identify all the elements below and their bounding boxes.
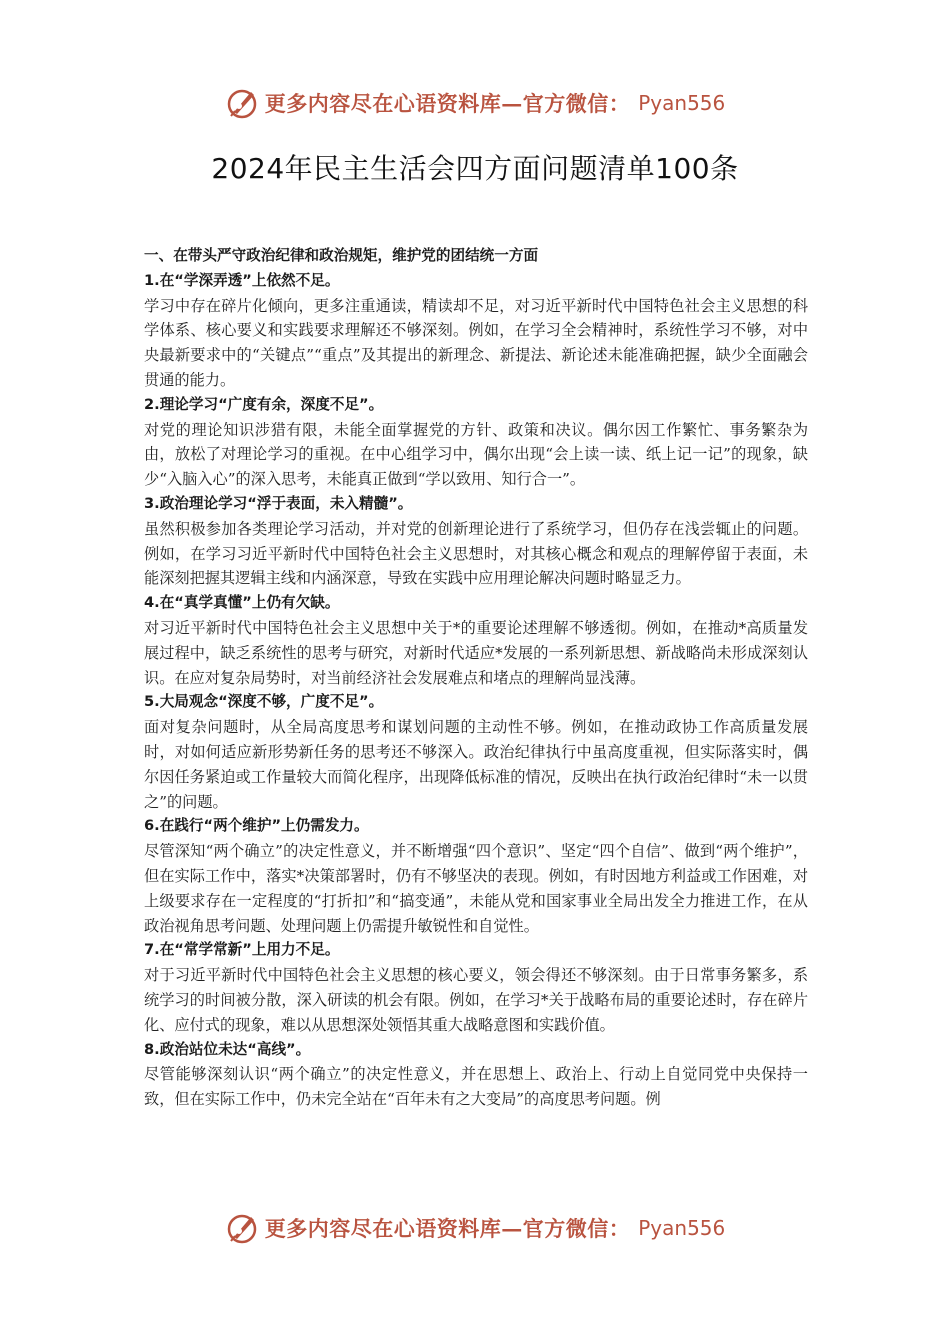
watermark-header (0, 83, 950, 123)
item-heading-8: 8.政治站位未达“高线”。 (144, 1040, 311, 1058)
quill-pen-logo-icon (225, 86, 259, 120)
watermark-wechat-id: Pyan556 (638, 1216, 726, 1240)
item-body-2: 对党的理论知识涉猎有限，未能全面掌握党的方针、政策和决议。偶尔因工作繁忙、事务繁杂为由，放松了对理论学习的重视。在中心组学习中，偶尔出现“会上读一读、纸上记一记”的现象，缺少“入脑入心”的深入思考，未能真正做到“学以致用、知行合一”。 (144, 420, 808, 489)
item-body-6: 尽管深知“两个确立”的决定性意义，并不断增强“四个意识”、坚定“四个自信”、做到“两个维护”，但在实际工作中，落实*决策部署时，仍有不够坚决的表现。例如，有时因地方利益或工作困难，对上级要求存在一定程度的“打折扣”和“搞变通”，未能从党和国家事业全局出发全力推进工作，在从政治视角思考问题、处理问题上仍需提升敏锐性和自觉性。 (144, 842, 808, 935)
item-heading-4: 4.在“真学真懂”上仍有欠缺。 (144, 594, 340, 612)
item-body-4: 对习近平新时代中国特色社会主义思想中关于*的重要论述理解不够透彻。例如，在推动*高质量发展过程中，缺乏系统性的思考与研究，对新时代适应*发展的一系列新思想、新战略尚未形成深刻认识。在应对复杂局势时，对当前经济社会发展难点和堵点的理解尚显浅薄。 (144, 618, 808, 687)
item-heading-1: 1.在“学深弄透”上依然不足。 (144, 271, 340, 289)
section-heading: 一、在带头严守政治纪律和政治规矩，维护党的团结统一方面 (144, 247, 539, 264)
watermark-wechat-id: Pyan556 (638, 91, 726, 115)
watermark-footer (0, 1208, 950, 1248)
item-heading-5: 5.大局观念“深度不够，广度不足”。 (144, 693, 384, 711)
item-body-3: 虽然积极参加各类理论学习活动，并对党的创新理论进行了系统学习，但仍存在浅尝辄止的问题。例如，在学习习近平新时代中国特色社会主义思想时，对其核心概念和观点的理解停留于表面，未能深刻把握其逻辑主线和内涵深意，导致在实践中应用理论解决问题时略显乏力。 (144, 519, 808, 588)
item-body-1: 学习中存在碎片化倾向，更多注重通读，精读却不足，对习近平新时代中国特色社会主义思想的科学体系、核心要义和实践要求理解还不够深刻。例如，在学习全会精神时，系统性学习不够，对中央最新要求中的“关键点”“重点”及其提出的新理念、新提法、新论述未能准确把握，缺少全面融会贯通的能力。 (144, 296, 808, 389)
document-body (144, 244, 808, 1112)
item-body-5: 面对复杂问题时，从全局高度思考和谋划问题的主动性不够。例如，在推动政协工作高质量发展时，对如何适应新形势新任务的思考还不够深入。政治纪律执行中虽高度重视，但实际落实时，偶尔因任务紧迫或工作量较大而简化程序，出现降低标准的情况，反映出在执行政治纪律时“未一以贯之”的问题。 (144, 718, 808, 811)
item-body-8: 尽管能够深刻认识“两个确立”的决定性意义，并在思想上、政治上、行动上自觉同党中央保持一致，但在实际工作中，仍未完全站在“百年未有之大变局”的高度思考问题。例 (144, 1065, 808, 1109)
item-heading-6: 6.在践行“两个维护”上仍需发力。 (144, 817, 369, 835)
document-title: 2024年民主生活会四方面问题清单100条 (211, 152, 739, 185)
item-heading-3: 3.政治理论学习“浮于表面，未入精髓”。 (144, 494, 413, 512)
item-body-7: 对于习近平新时代中国特色社会主义思想的核心要义，领会得还不够深刻。由于日常事务繁多，系统学习的时间被分散，深入研读的机会有限。例如，在学习*关于战略布局的重要论述时，存在碎片化、应付式的现象，难以从思想深处领悟其重大战略意图和实践价值。 (144, 966, 808, 1034)
item-heading-7: 7.在“常学常新”上用力不足。 (144, 941, 340, 959)
watermark-text: 更多内容尽在心语资料库—官方微信： (264, 91, 631, 116)
quill-pen-logo-icon (225, 1211, 259, 1245)
watermark-text: 更多内容尽在心语资料库—官方微信： (264, 1216, 631, 1241)
item-heading-2: 2.理论学习“广度有余，深度不足”。 (144, 395, 384, 413)
